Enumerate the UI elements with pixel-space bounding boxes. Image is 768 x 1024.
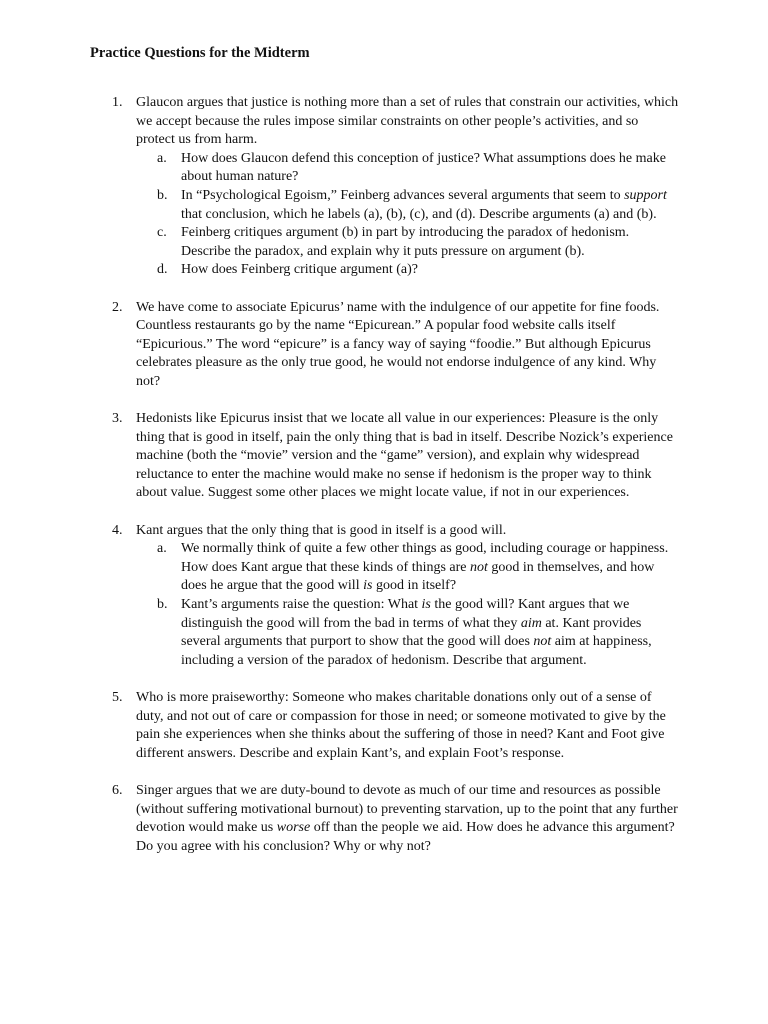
text-run: Hedonists like Epicurus insist that we locate all value in our experiences: Pleasure is the only thing that is good in itself, pain the only thing that is bad in itself. Describe Nozick’s experience machine (both the “movie” version and the “game” version), and explain why widespread reluctance to enter the machine would make no sense if hedonism is the proper way to think about value. Suggest some other places we might locate value, if not in our experiences. <box>136 411 673 501</box>
text-run: off than the people we aid. How does he advance this argument? Do you agree with his conclusion? Why or why not? <box>136 820 675 854</box>
question-text <box>136 689 680 763</box>
subquestion-item <box>136 596 680 670</box>
subquestion-text <box>181 187 680 224</box>
subquestion-text <box>181 224 680 261</box>
subquestion-item <box>136 261 680 280</box>
text-run: Who is more praiseworthy: Someone who makes charitable donations only out of a sense of duty, and not out of care or compassion for those in need; or someone motivated to give by the pain she experiences when she thinks about the suffering of those in need? Kant and Foot give different answers. Describe and explain Kant’s, and explain Foot’s response. <box>136 690 666 761</box>
question-text <box>136 299 680 392</box>
subquestion-item <box>136 187 680 224</box>
emphasis-text: not <box>470 559 488 575</box>
subquestion-label: c. <box>157 225 167 241</box>
subquestion-item <box>136 540 680 596</box>
emphasis-text: worse <box>276 820 311 836</box>
question-number: 1. <box>112 95 123 110</box>
question-list <box>90 94 680 875</box>
question-number: 2. <box>112 299 123 315</box>
question-text <box>136 410 680 503</box>
text-run: How does Glaucon defend this conception of justice? What assumptions does he make about human nature? <box>181 150 666 185</box>
subquestion-label: d. <box>157 262 168 278</box>
text-run: In “Psychological Egoism,” Feinberg advances several arguments that seem to <box>181 187 625 203</box>
text-run: Feinberg critiques argument (b) in part by introducing the paradox of hedonism. Describe the paradox, and explain why it puts pressure on argument (b). <box>181 225 630 259</box>
question-item <box>90 782 680 856</box>
text-run: the good will? Kant argues that we distinguish the good will from the bad in terms of what they <box>181 597 630 631</box>
text-run: We normally think of quite a few other things as good, including courage or happiness. How does Kant argue that these kinds of things are <box>181 541 669 575</box>
question-item <box>90 299 680 392</box>
subquestion-text <box>181 540 680 596</box>
subquestion-label: a. <box>157 150 167 166</box>
subquestion-item <box>136 224 680 261</box>
subquestion-label: b. <box>157 597 168 613</box>
question-item <box>90 522 680 671</box>
subquestion-item <box>136 150 680 187</box>
question-item <box>90 689 680 763</box>
emphasis-text: support <box>624 187 667 203</box>
subquestion-list <box>136 540 680 670</box>
emphasis-text: not <box>533 634 552 650</box>
text-run: How does Feinberg critique argument (a)? <box>181 262 419 278</box>
question-number: 6. <box>112 782 123 798</box>
emphasis-text: is <box>421 597 431 613</box>
subquestion-text <box>181 150 680 187</box>
text-run: We have come to associate Epicurus’ name with the indulgence of our appetite for fine foods. Countless restaurants go by the name “Epicurean.” A popular food website calls itself “Epicurious.” The word “epicure” is a fancy way of saying “foodie.” But although Epicurus celebrates pleasure as the only true good, he would not endorse indulgence of any kind. Why not? <box>136 299 660 389</box>
question-number: 5. <box>112 690 123 705</box>
question-text <box>136 94 680 150</box>
text-run: Singer argues that we are duty-bound to devote as much of our time and resources as possible (without suffering motivational burnout) to preventing starvation, up to the point that any further devotion would make us <box>136 782 678 836</box>
text-run: at. Kant provides several arguments that purport to show that the good will does <box>181 615 642 650</box>
question-text <box>136 522 680 541</box>
text-run: Kant argues that the only thing that is good in itself is a good will. <box>136 522 507 538</box>
question-text <box>136 782 680 856</box>
subquestion-label: b. <box>157 187 168 203</box>
emphasis-text: is <box>363 578 373 594</box>
subquestion-text <box>181 261 680 280</box>
text-run: good in themselves, and how does he argue that the good will <box>181 559 655 594</box>
subquestion-label: a. <box>157 541 167 557</box>
subquestion-text <box>181 596 680 670</box>
text-run: Kant’s arguments raise the question: What <box>181 597 422 613</box>
question-item <box>90 410 680 503</box>
question-item <box>90 94 680 280</box>
question-number: 3. <box>112 411 123 427</box>
question-number: 4. <box>112 522 123 538</box>
text-run: aim at happiness, including a version of the paradox of hedonism. Describe that argument. <box>181 634 652 668</box>
text-run: Glaucon argues that justice is nothing more than a set of rules that constrain our activities, which we accept because the rules impose similar constraints on other people’s activities, and so protect us from harm. <box>136 95 679 148</box>
emphasis-text: aim <box>520 615 542 631</box>
text-run: that conclusion, which he labels (a), (b), (c), and (d). Describe arguments (a) and (b). <box>181 206 657 222</box>
page-title: Practice Questions for the Midterm <box>90 45 310 61</box>
text-run: good in itself? <box>372 578 457 594</box>
subquestion-list <box>136 150 680 280</box>
